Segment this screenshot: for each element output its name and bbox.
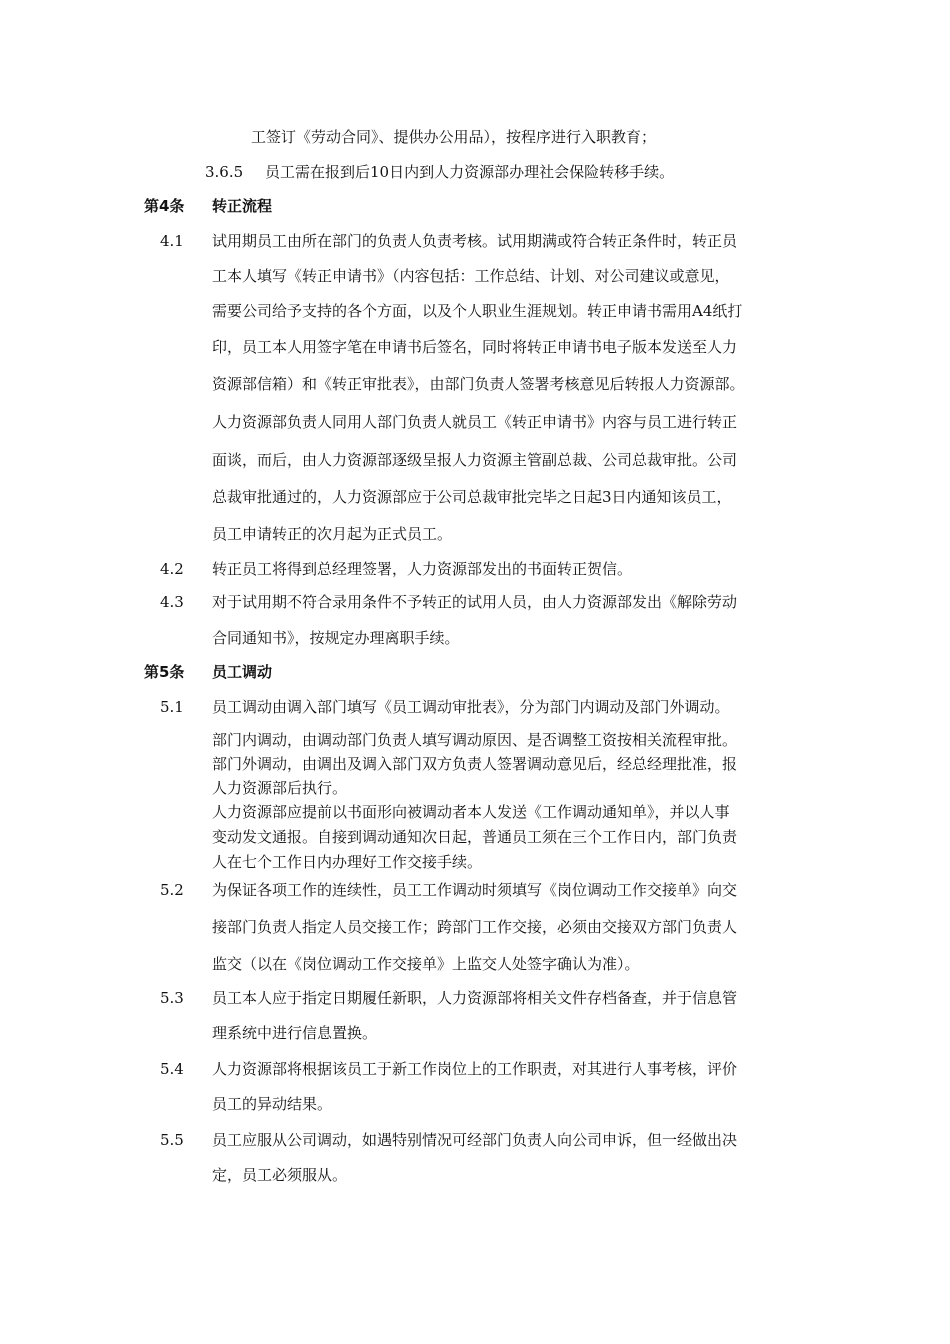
item-number-5-3: 5.3: [160, 989, 184, 1007]
item-4-1-line: 员工申请转正的次月起为正式员工。: [212, 525, 453, 543]
item-number-4-3: 4.3: [160, 593, 184, 611]
item-5-1-line: 部门内调动，由调动部门负责人填写调动原因、是否调整工资按相关流程审批。: [212, 731, 738, 749]
item-5-2-line: 为保证各项工作的连续性，员工工作调动时须填写《岗位调动工作交接单》向交: [212, 881, 738, 899]
item-4-1-line: 面谈，而后，由人力资源部逐级呈报人力资源主管副总裁、公司总裁审批。公司: [212, 451, 738, 469]
item-4-3-line: 对于试用期不符合录用条件不予转正的试用人员，由人力资源部发出《解除劳动: [212, 593, 738, 611]
item-5-1-line: 变动发文通报。自接到调动通知次日起，普通员工须在三个工作日内，部门负责: [212, 828, 738, 846]
item-4-2-line: 转正员工将得到总经理签署，人力资源部发出的书面转正贺信。: [212, 560, 633, 578]
item-5-1-line: 人力资源部后执行。: [212, 779, 348, 797]
article-5-title: 员工调动: [212, 663, 273, 681]
item-5-2-line: 接部门负责人指定人员交接工作；跨部门工作交接，必须由交接双方部门负责人: [212, 918, 738, 936]
item-4-1-line: 印，员工本人用签字笔在申请书后签名，同时将转正申请书电子版本发送至人力: [212, 338, 738, 356]
item-4-3-line: 合同通知书》，按规定办理离职手续。: [212, 629, 460, 647]
item-number-4-1: 4.1: [160, 232, 184, 250]
item-number-5-1: 5.1: [160, 698, 184, 716]
item-5-1-line: 人在七个工作日内办理好工作交接手续。: [212, 853, 483, 871]
item-5-5-line: 员工应服从公司调动，如遇特别情况可经部门负责人向公司申诉，但一经做出决: [212, 1131, 738, 1149]
article-4-label: 第4条: [144, 197, 185, 215]
item-5-4-line: 员工的异动结果。: [212, 1095, 333, 1113]
item-5-5-line: 定，员工必须服从。: [212, 1166, 348, 1184]
item-5-4-line: 人力资源部将根据该员工于新工作岗位上的工作职责，对其进行人事考核，评价: [212, 1060, 738, 1078]
item-text-3-6-5: 员工需在报到后10日内到人力资源部办理社会保险转移手续。: [265, 163, 675, 181]
item-5-1-line: 部门外调动，由调出及调入部门双方负责人签署调动意见后，经总经理批准，报: [212, 755, 738, 773]
item-5-3-line: 理系统中进行信息置换。: [212, 1024, 378, 1042]
intro-line: 工签订《劳动合同》、提供办公用品），按程序进行入职教育；: [251, 128, 657, 146]
item-5-1-line: 员工调动由调入部门填写《员工调动审批表》，分为部门内调动及部门外调动。: [212, 698, 730, 716]
item-number-5-2: 5.2: [160, 881, 184, 899]
item-4-1-line: 试用期员工由所在部门的负责人负责考核。试用期满或符合转正条件时，转正员: [212, 232, 738, 250]
item-4-1-line: 总裁审批通过的，人力资源部应于公司总裁审批完毕之日起3日内通知该员工，: [212, 488, 732, 506]
item-number-3-6-5: 3.6.5: [205, 163, 244, 181]
item-5-2-line: 监交（以在《岗位调动工作交接单》上监交人处签字确认为准）。: [212, 955, 640, 973]
item-5-3-line: 员工本人应于指定日期履任新职，人力资源部将相关文件存档备查，并于信息管: [212, 989, 738, 1007]
item-4-1-line: 工本人填写《转正申请书》（内容包括：工作总结、计划、对公司建议或意见，: [212, 267, 730, 285]
item-4-1-line: 需要公司给予支持的各个方面，以及个人职业生涯规划。转正申请书需用A4纸打: [212, 302, 743, 320]
article-4-title: 转正流程: [212, 197, 273, 215]
item-5-1-line: 人力资源部应提前以书面形向被调动者本人发送《工作调动通知单》，并以人事: [212, 803, 730, 821]
article-5-label: 第5条: [144, 663, 185, 681]
item-number-5-4: 5.4: [160, 1060, 184, 1078]
item-number-5-5: 5.5: [160, 1131, 184, 1149]
item-number-4-2: 4.2: [160, 560, 184, 578]
item-4-1-line: 人力资源部负责人同用人部门负责人就员工《转正申请书》内容与员工进行转正: [212, 413, 738, 431]
item-4-1-line: 资源部信箱）和《转正审批表》，由部门负责人签署考核意见后转报人力资源部。: [212, 375, 745, 393]
